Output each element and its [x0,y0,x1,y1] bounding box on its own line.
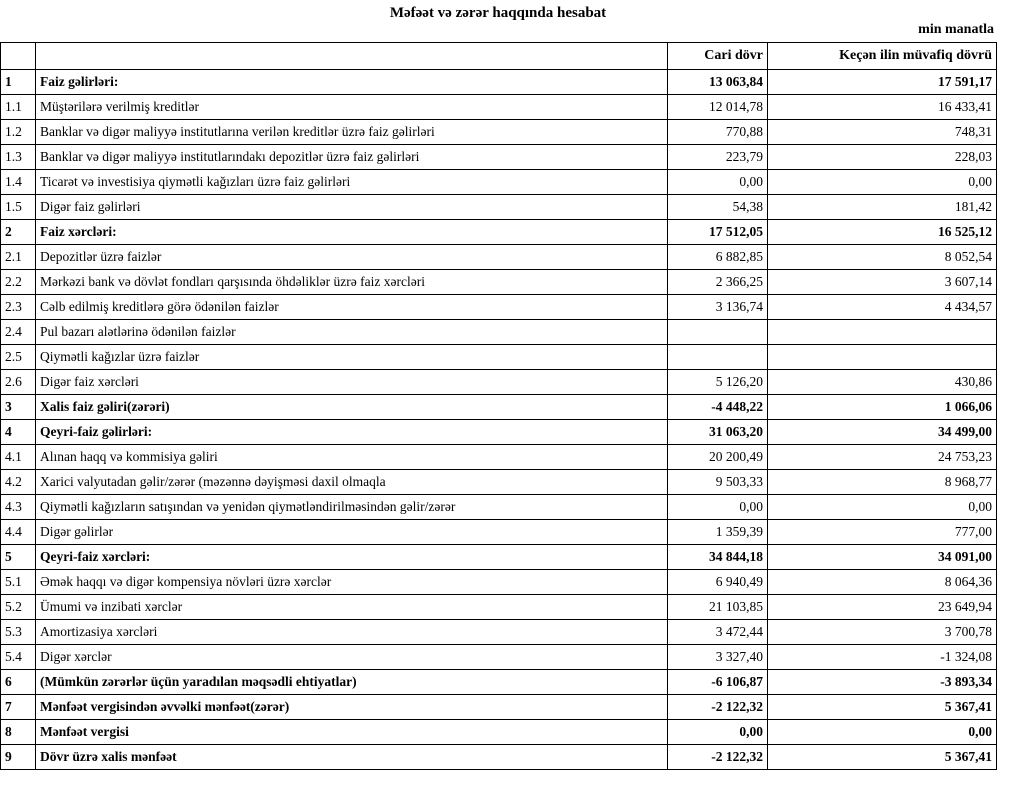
current-value-cell: 34 844,18 [668,545,768,570]
table-row [1,720,997,745]
table-row [1,145,997,170]
table-row [1,70,997,95]
current-value-cell: 17 512,05 [668,220,768,245]
table-row [1,520,997,545]
row-number-cell: 4.2 [1,470,36,495]
table-row [1,670,997,695]
row-label-cell: Mərkəzi bank və dövlət fondları qarşısında öhdəliklər üzrə faiz xərcləri [36,270,668,295]
header-row [1,43,997,70]
current-value-cell: -2 122,32 [668,695,768,720]
header-current-period: Cari dövr [668,43,768,70]
row-label-cell: Qiymətli kağızların satışından və yenidən qiymətləndirilməsindən gəlir/zərər [36,495,668,520]
previous-value-cell: 16 433,41 [768,95,997,120]
row-label-cell: Qiymətli kağızlar üzrə faizlər [36,345,668,370]
row-number-cell: 1.3 [1,145,36,170]
header-item-label [36,43,668,70]
row-number-cell: 2.2 [1,270,36,295]
current-value-cell: 31 063,20 [668,420,768,445]
row-number-cell: 5.4 [1,645,36,670]
row-number-cell: 4.1 [1,445,36,470]
row-label-cell: Digər faiz xərcləri [36,370,668,395]
row-number-cell: 5.2 [1,595,36,620]
current-value-cell [668,320,768,345]
table-row [1,570,997,595]
previous-value-cell: 8 968,77 [768,470,997,495]
table-row [1,470,997,495]
current-value-cell: 13 063,84 [668,70,768,95]
current-value-cell: -4 448,22 [668,395,768,420]
row-label-cell: Banklar və digər maliyyə institutlarındakı depozitlər üzrə faiz gəlirləri [36,145,668,170]
previous-value-cell: 0,00 [768,170,997,195]
table-row [1,645,997,670]
table-header [1,43,997,70]
previous-value-cell: 3 607,14 [768,270,997,295]
previous-value-cell: 8 064,36 [768,570,997,595]
previous-value-cell: 4 434,57 [768,295,997,320]
previous-value-cell: 430,86 [768,370,997,395]
previous-value-cell [768,345,997,370]
table-row [1,595,997,620]
previous-value-cell: 16 525,12 [768,220,997,245]
header-row-number [1,43,36,70]
row-number-cell: 6 [1,670,36,695]
current-value-cell: 20 200,49 [668,445,768,470]
current-value-cell: 2 366,25 [668,270,768,295]
previous-value-cell: 34 499,00 [768,420,997,445]
previous-value-cell [768,320,997,345]
table-row [1,220,997,245]
current-value-cell [668,345,768,370]
current-value-cell: 3 136,74 [668,295,768,320]
row-number-cell: 1 [1,70,36,95]
current-value-cell: 223,79 [668,145,768,170]
table-row [1,745,997,770]
previous-value-cell: 3 700,78 [768,620,997,645]
table-row [1,395,997,420]
current-value-cell: 3 472,44 [668,620,768,645]
row-label-cell: Digər faiz gəlirləri [36,195,668,220]
header-previous-period: Keçən ilin müvafiq dövrü [768,43,997,70]
row-number-cell: 5.3 [1,620,36,645]
row-label-cell: Digər gəlirlər [36,520,668,545]
table-row [1,270,997,295]
table-row [1,195,997,220]
table-row [1,295,997,320]
current-value-cell: 0,00 [668,170,768,195]
row-number-cell: 2 [1,220,36,245]
table-row [1,345,997,370]
row-label-cell: Qeyri-faiz gəlirləri: [36,420,668,445]
table-row [1,695,997,720]
row-number-cell: 9 [1,745,36,770]
row-label-cell: Mənfəət vergisi [36,720,668,745]
row-number-cell: 4.4 [1,520,36,545]
row-label-cell: Dövr üzrə xalis mənfəət [36,745,668,770]
row-number-cell: 2.3 [1,295,36,320]
current-value-cell: 54,38 [668,195,768,220]
row-number-cell: 2.6 [1,370,36,395]
current-value-cell: 1 359,39 [668,520,768,545]
table-row [1,545,997,570]
current-value-cell: 5 126,20 [668,370,768,395]
row-number-cell: 4 [1,420,36,445]
row-number-cell: 1.2 [1,120,36,145]
previous-value-cell: 777,00 [768,520,997,545]
previous-value-cell: 748,31 [768,120,997,145]
row-number-cell: 5.1 [1,570,36,595]
row-number-cell: 2.4 [1,320,36,345]
row-number-cell: 5 [1,545,36,570]
row-label-cell: Cəlb edilmiş kreditlərə görə ödənilən faizlər [36,295,668,320]
row-label-cell: Xarici valyutadan gəlir/zərər (məzənnə dəyişməsi daxil olmaqla [36,470,668,495]
table-row [1,120,997,145]
current-value-cell: 3 327,40 [668,645,768,670]
current-value-cell: 9 503,33 [668,470,768,495]
previous-value-cell: 5 367,41 [768,695,997,720]
row-label-cell: Qeyri-faiz xərcləri: [36,545,668,570]
previous-value-cell: 181,42 [768,195,997,220]
row-label-cell: Amortizasiya xərcləri [36,620,668,645]
row-label-cell: Müştərilərə verilmiş kreditlər [36,95,668,120]
row-number-cell: 3 [1,395,36,420]
previous-value-cell: -1 324,08 [768,645,997,670]
row-label-cell: Xalis faiz gəliri(zərəri) [36,395,668,420]
table-row [1,170,997,195]
current-value-cell: 0,00 [668,495,768,520]
row-label-cell: Əmək haqqı və digər kompensiya növləri üzrə xərclər [36,570,668,595]
table-row [1,320,997,345]
row-label-cell: Banklar və digər maliyyə institutlarına verilən kreditlər üzrə faiz gəlirləri [36,120,668,145]
current-value-cell: 6 882,85 [668,245,768,270]
table-body [1,70,997,770]
current-value-cell: 770,88 [668,120,768,145]
table-row [1,95,997,120]
previous-value-cell: 1 066,06 [768,395,997,420]
previous-value-cell: 17 591,17 [768,70,997,95]
previous-value-cell: 228,03 [768,145,997,170]
row-number-cell: 2.1 [1,245,36,270]
row-number-cell: 8 [1,720,36,745]
previous-value-cell: 8 052,54 [768,245,997,270]
page-title: Məfəət və zərər haqqında hesabat [389,5,607,21]
row-label-cell: Depozitlər üzrə faizlər [36,245,668,270]
previous-value-cell: 5 367,41 [768,745,997,770]
row-number-cell: 7 [1,695,36,720]
row-label-cell: Faiz xərcləri: [36,220,668,245]
current-value-cell: 21 103,85 [668,595,768,620]
row-label-cell: Pul bazarı alətlərinə ödənilən faizlər [36,320,668,345]
table-row [1,245,997,270]
previous-value-cell: 34 091,00 [768,545,997,570]
table-row [1,620,997,645]
previous-value-cell: 0,00 [768,720,997,745]
row-number-cell: 1.5 [1,195,36,220]
row-number-cell: 1.1 [1,95,36,120]
row-label-cell: Ümumi və inzibati xərclər [36,595,668,620]
table-row [1,445,997,470]
current-value-cell: 6 940,49 [668,570,768,595]
table-row [1,495,997,520]
previous-value-cell: -3 893,34 [768,670,997,695]
row-label-cell: Ticarət və investisiya qiymətli kağızları üzrə faiz gəlirləri [36,170,668,195]
table-row [1,420,997,445]
row-number-cell: 2.5 [1,345,36,370]
table-row [1,370,997,395]
unit-note: min manatla [918,22,994,37]
current-value-cell: 12 014,78 [668,95,768,120]
row-number-cell: 1.4 [1,170,36,195]
row-label-cell: (Mümkün zərərlər üçün yaradılan məqsədli ehtiyatlar) [36,670,668,695]
current-value-cell: 0,00 [668,720,768,745]
row-label-cell: Digər xərclər [36,645,668,670]
row-label-cell: Faiz gəlirləri: [36,70,668,95]
row-label-cell: Mənfəət vergisindən əvvəlki mənfəət(zərər) [36,695,668,720]
current-value-cell: -6 106,87 [668,670,768,695]
previous-value-cell: 23 649,94 [768,595,997,620]
profit-loss-table [0,42,997,770]
previous-value-cell: 0,00 [768,495,997,520]
current-value-cell: -2 122,32 [668,745,768,770]
row-number-cell: 4.3 [1,495,36,520]
row-label-cell: Alınan haqq və kommisiya gəliri [36,445,668,470]
previous-value-cell: 24 753,23 [768,445,997,470]
